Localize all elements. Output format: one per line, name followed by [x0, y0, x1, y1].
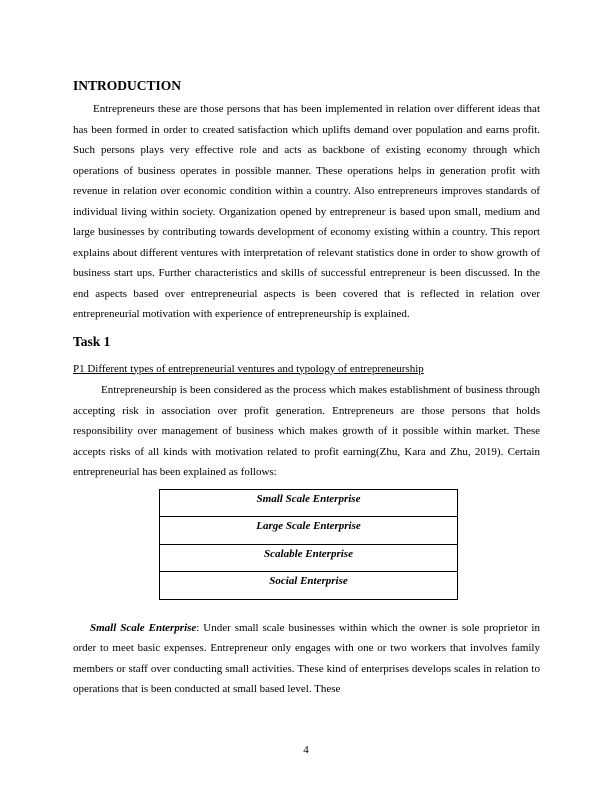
small-scale-term: Small Scale Enterprise	[90, 621, 197, 634]
introduction-heading: INTRODUCTION	[73, 78, 182, 93]
small-scale-paragraph	[73, 618, 540, 700]
small-scale-text: : Under small scale businesses within which the owner is sole proprietor in order to meet basic expenses. Entrepreneur only engages with one or two workers that involves family members or staff over conducting small activities. These kind of enterprises develops scales in relation to operations that is been conducted at small based level. These	[73, 621, 540, 695]
enterprise-types-table	[159, 489, 458, 600]
task1-paragraph: Entrepreneurship is been considered as the process which makes establishment of business through accepting risk in association over profit generation. Entrepreneurs are those persons that holds responsibility over management of business which makes growth of it possible within market. These accepts risks of all kinds with motivation related to profit earning(Zhu, Kara and Zhu, 2019). Certain entrepreneurial has been explained as follows:	[73, 384, 540, 478]
page-content	[73, 77, 540, 700]
introduction-paragraph: Entrepreneurs these are those persons that has been implemented in relation over different ideas that has been formed in order to created satisfaction which uplifts demand over population and earns profit. Such persons plays very effective role and acts as backbone of existing economy through which operations of business operates in possible manner. These operations helps in generation profit with revenue in relation over economic condition within a country. Also entrepreneurs improves standards of individual living within society. Organization opened by entrepreneur is based upon small, medium and large businesses by contributing towards development of economy existing within a country. This report explains about different ventures with interpretation of relevant statistics done in order to show growth of business start ups. Further characteristics and skills of successful entrepreneur is been discussed. In the end aspects based over entrepreneurial aspects is been covered that is reflected in relation over entrepreneurial motivation with experience of entrepreneurship is explained.	[73, 103, 540, 320]
table-row	[160, 544, 458, 572]
enterprise-type-cell: Large Scale Enterprise	[160, 517, 458, 545]
table-row	[160, 572, 458, 600]
enterprise-type-cell: Social Enterprise	[160, 572, 458, 600]
enterprise-type-cell: Scalable Enterprise	[160, 544, 458, 572]
task1-subheading: P1 Different types of entrepreneurial ventures and typology of entrepreneurship	[73, 362, 424, 375]
task1-heading: Task 1	[73, 333, 111, 349]
table-row	[160, 517, 458, 545]
page-number: 4	[303, 744, 309, 756]
enterprise-type-cell: Small Scale Enterprise	[160, 489, 458, 517]
table-row	[160, 489, 458, 517]
